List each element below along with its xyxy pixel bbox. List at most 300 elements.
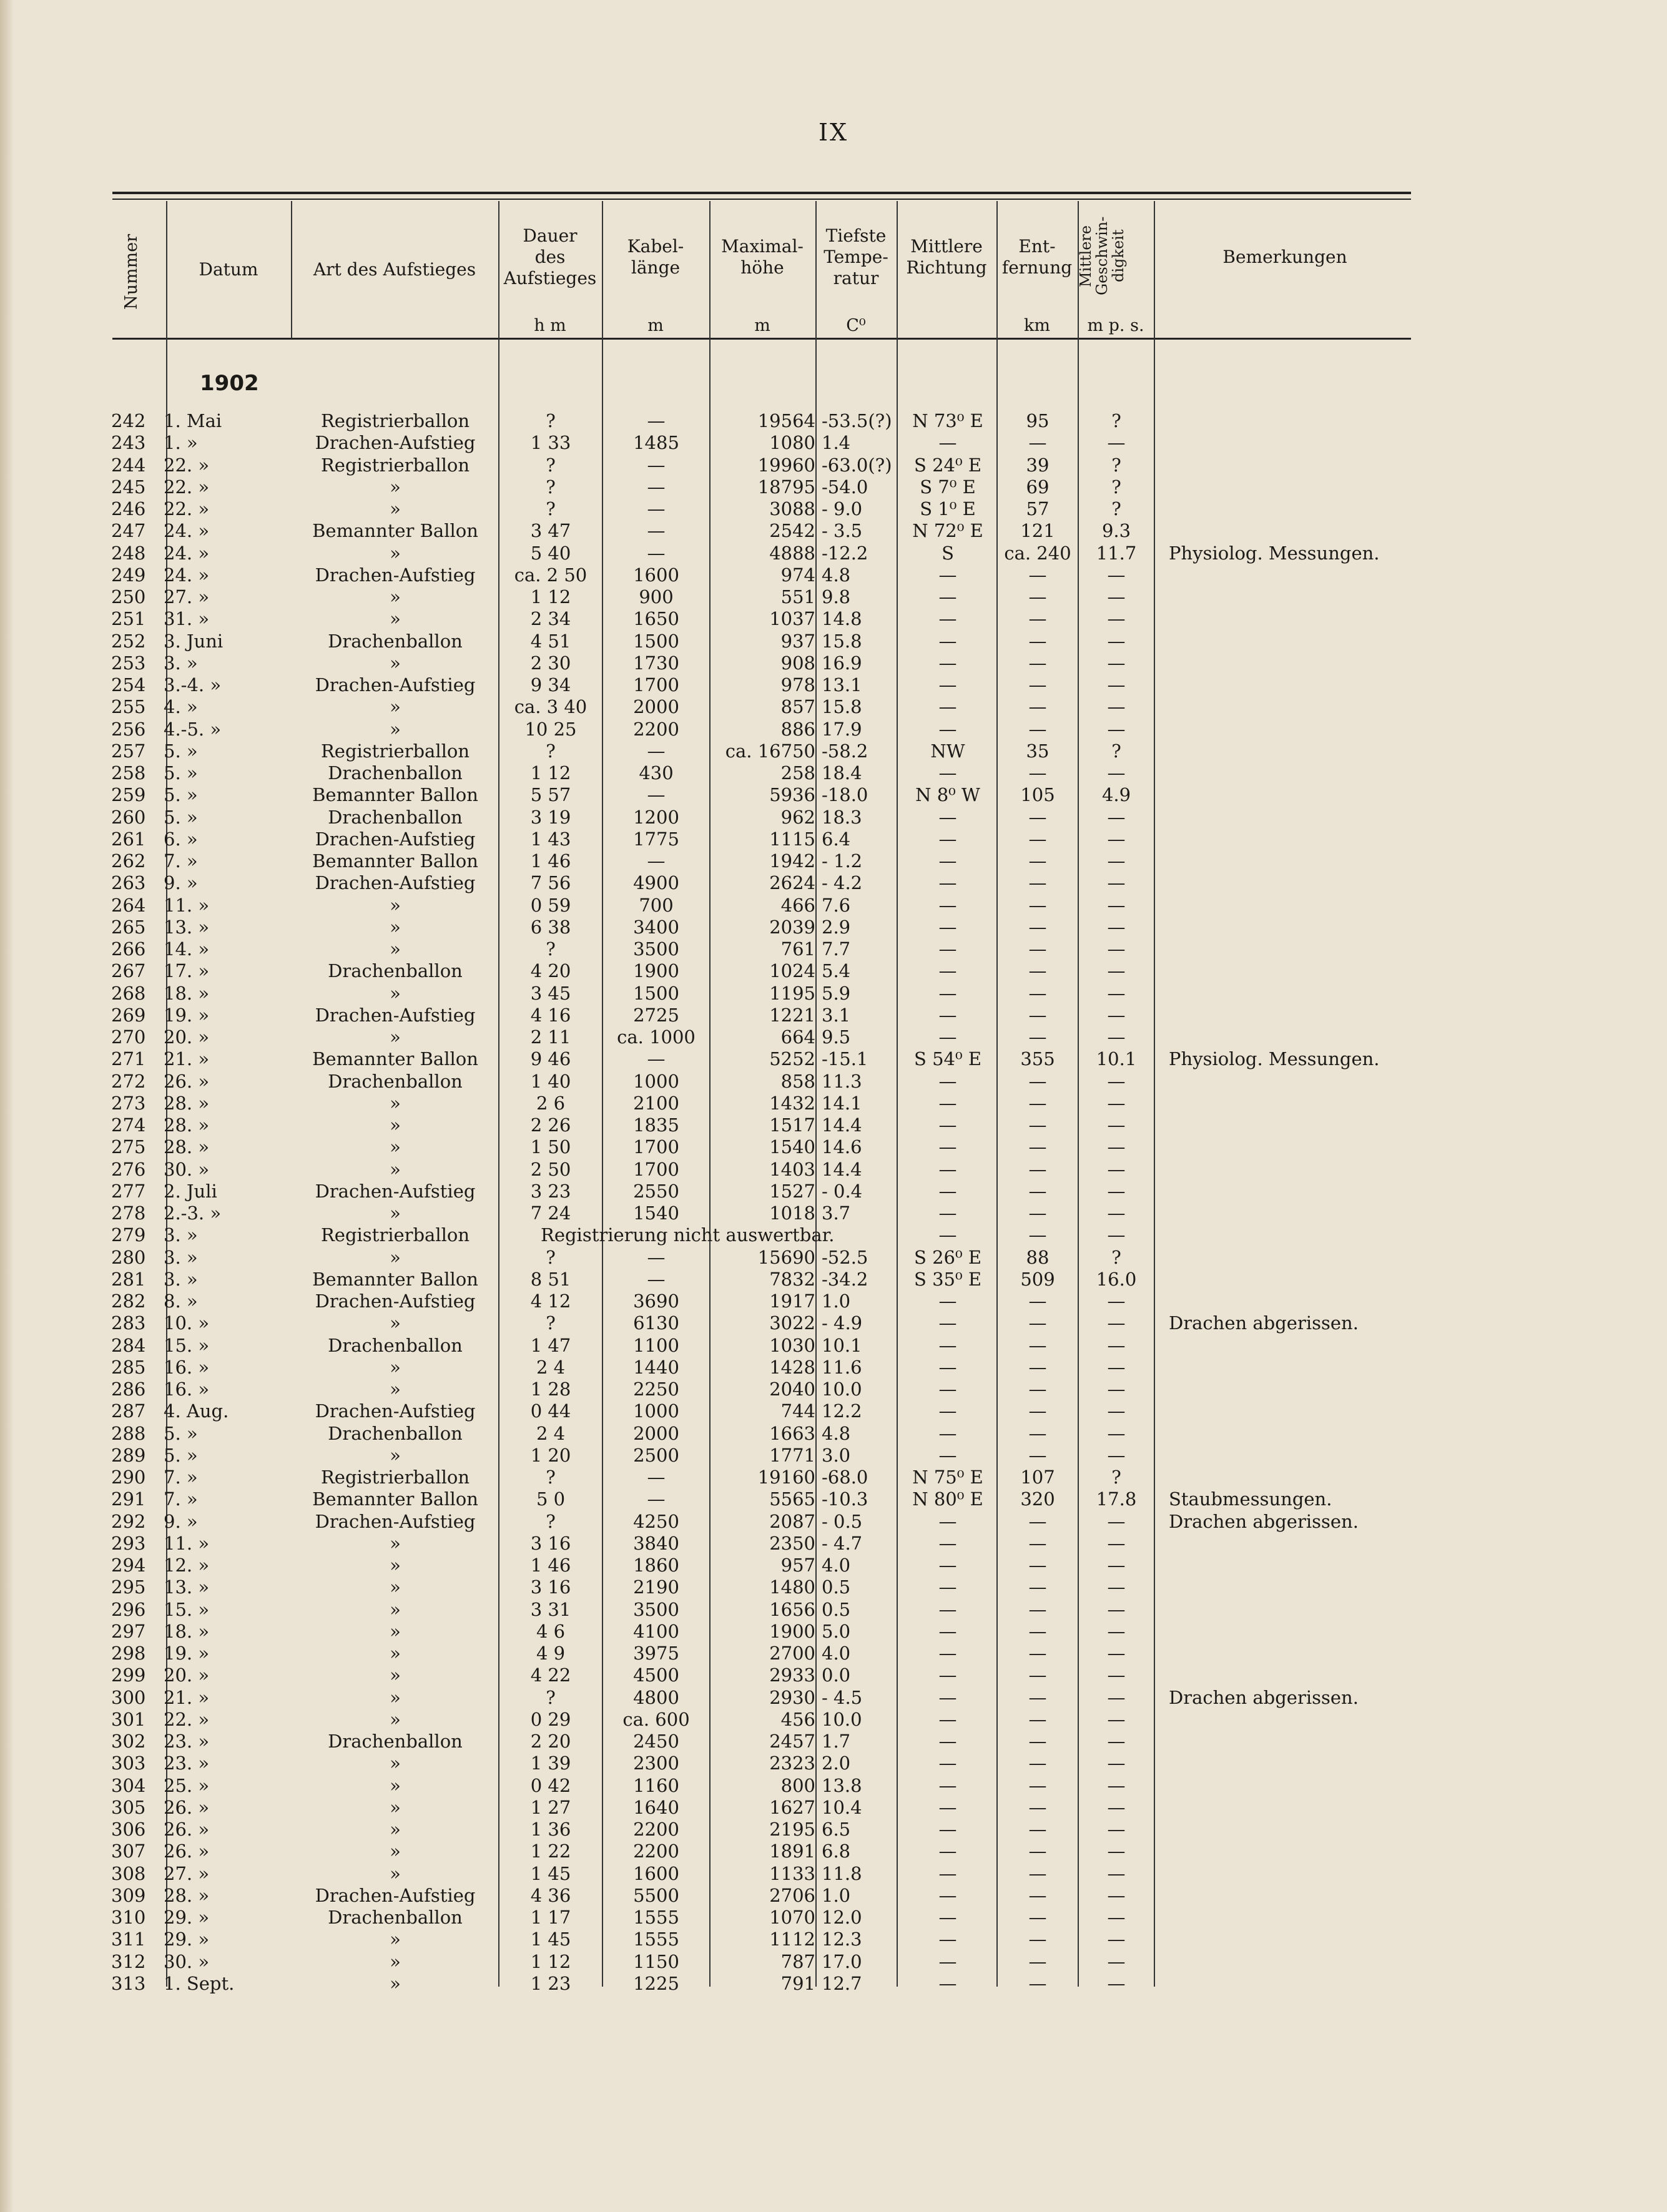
row-direction: —	[938, 1312, 957, 1334]
row-direction: S	[942, 542, 954, 564]
row-direction: —	[938, 850, 957, 872]
row-max-height: 2706	[769, 1884, 815, 1906]
row-remark	[1169, 1620, 1419, 1643]
row-min-temp: -15.1	[822, 1048, 868, 1070]
row-date: 28. »	[164, 1136, 210, 1158]
row-remark	[1169, 1422, 1419, 1445]
row-number: 307	[111, 1841, 146, 1862]
row-speed: —	[1107, 1379, 1126, 1400]
row-ascent-type: Drachen-Aufstieg	[315, 828, 476, 850]
row-max-height: 7832	[769, 1268, 815, 1290]
row-min-temp: 9.8	[822, 586, 851, 607]
table-row	[0, 1114, 1667, 1136]
row-ascent-type: »	[390, 1598, 401, 1620]
table-row	[0, 806, 1667, 828]
row-direction: N 8⁰ W	[915, 784, 980, 806]
row-number: 248	[111, 542, 146, 564]
row-duration: 10 25	[524, 718, 577, 740]
table-row	[0, 1598, 1667, 1621]
row-min-temp: 17.0	[822, 1950, 862, 1972]
row-direction: N 75⁰ E	[912, 1467, 983, 1488]
row-remark	[1169, 1158, 1419, 1181]
row-cable-length: 2200	[633, 1841, 679, 1862]
row-distance: 320	[1020, 1488, 1055, 1510]
row-direction: —	[938, 1070, 957, 1092]
table-row	[0, 1686, 1667, 1709]
row-date: 26. »	[164, 1796, 210, 1818]
row-distance: 107	[1020, 1467, 1055, 1488]
row-ascent-type: Drachenballon	[328, 762, 463, 784]
row-direction: —	[938, 960, 957, 982]
row-speed: —	[1107, 586, 1126, 607]
row-duration: 1 47	[530, 1334, 571, 1356]
table-row	[0, 1290, 1667, 1312]
row-max-height: 3088	[769, 498, 815, 519]
row-direction: —	[938, 1774, 957, 1796]
row-max-height: 1656	[769, 1598, 815, 1620]
row-remark: Drachen abgerissen.	[1169, 1510, 1359, 1532]
row-number: 274	[111, 1114, 146, 1136]
row-ascent-type: Registrierballon	[320, 410, 470, 431]
row-max-height: 2624	[769, 872, 815, 894]
row-number: 299	[111, 1664, 146, 1686]
row-speed: —	[1107, 1224, 1126, 1246]
row-ascent-type: »	[390, 1026, 401, 1048]
row-direction: S 26⁰ E	[914, 1246, 981, 1268]
row-min-temp: 7.7	[822, 938, 851, 960]
table-row	[0, 1532, 1667, 1555]
row-date: 22. »	[164, 476, 210, 498]
row-cable-length: —	[647, 1488, 666, 1510]
table-row	[0, 960, 1667, 982]
row-direction: —	[938, 564, 957, 586]
row-number: 276	[111, 1158, 146, 1180]
row-cable-length: —	[647, 476, 666, 498]
row-speed: ?	[1111, 454, 1121, 476]
row-remark	[1169, 519, 1419, 542]
row-cable-length: 2000	[633, 1422, 679, 1444]
table-row	[0, 1202, 1667, 1224]
row-max-height: 1480	[769, 1576, 815, 1598]
row-remark	[1169, 1598, 1419, 1621]
row-max-height: 2542	[769, 520, 815, 542]
row-distance: —	[1028, 1884, 1047, 1906]
row-distance: —	[1028, 1686, 1047, 1708]
row-duration: 0 42	[530, 1774, 571, 1796]
row-cable-length: 1200	[633, 806, 679, 828]
row-duration: 6 38	[530, 916, 571, 938]
row-speed: ?	[1111, 740, 1121, 762]
row-min-temp: 12.0	[822, 1907, 862, 1928]
row-remark	[1169, 1378, 1419, 1400]
row-direction: —	[938, 1532, 957, 1554]
row-cable-length: 4900	[633, 872, 679, 894]
row-ascent-type: Bemannter Ballon	[312, 520, 478, 542]
row-duration: 1 45	[530, 1929, 571, 1950]
row-speed: —	[1107, 938, 1126, 960]
row-speed: —	[1107, 1796, 1126, 1818]
row-remark	[1169, 1114, 1419, 1136]
row-distance: —	[1028, 586, 1047, 607]
row-remark	[1169, 784, 1419, 806]
row-max-height: 1080	[769, 432, 815, 454]
row-remark	[1169, 1576, 1419, 1598]
row-min-temp: 14.4	[822, 1158, 862, 1180]
row-ascent-type: »	[390, 1312, 401, 1334]
row-remark	[1169, 1334, 1419, 1357]
row-direction: —	[938, 1950, 957, 1972]
row-duration: 5 0	[536, 1488, 566, 1510]
row-direction: —	[938, 1929, 957, 1950]
row-direction: —	[938, 1819, 957, 1840]
row-distance: —	[1028, 674, 1047, 696]
row-min-temp: 3.7	[822, 1202, 851, 1224]
row-number: 281	[111, 1268, 146, 1290]
row-number: 309	[111, 1884, 146, 1906]
row-distance: —	[1028, 762, 1047, 784]
row-ascent-type: »	[390, 1841, 401, 1862]
row-number: 297	[111, 1620, 146, 1642]
row-date: 8. »	[164, 1290, 198, 1312]
table-row	[0, 1092, 1667, 1114]
row-distance: —	[1028, 1731, 1047, 1752]
row-cable-length: 1500	[633, 630, 679, 652]
row-direction: S 35⁰ E	[914, 1268, 981, 1290]
row-max-height: 957	[780, 1555, 815, 1576]
table-row	[0, 674, 1667, 696]
row-number: 296	[111, 1598, 146, 1620]
row-distance: 105	[1020, 784, 1055, 806]
row-cable-length: 2000	[633, 696, 679, 718]
table-row	[0, 1884, 1667, 1907]
row-distance: —	[1028, 1400, 1047, 1422]
row-duration: 1 40	[530, 1070, 571, 1092]
row-cable-length: 1000	[633, 1070, 679, 1092]
row-duration: 0 29	[530, 1708, 571, 1730]
row-cable-length: 3690	[633, 1290, 679, 1312]
row-number: 252	[111, 630, 146, 652]
row-min-temp: 0.0	[822, 1664, 851, 1686]
row-duration: 1 20	[530, 1444, 571, 1466]
row-number: 268	[111, 982, 146, 1004]
table-row	[0, 1356, 1667, 1379]
row-max-height: 908	[780, 652, 815, 674]
table-row	[0, 1840, 1667, 1862]
row-number: 313	[111, 1972, 146, 1994]
row-min-temp: 5.0	[822, 1620, 851, 1642]
row-direction: —	[938, 1290, 957, 1312]
row-cable-length: —	[647, 784, 666, 806]
table-row	[0, 938, 1667, 960]
row-cable-length: 3500	[633, 938, 679, 960]
row-number: 260	[111, 806, 146, 828]
row-date: 15. »	[164, 1334, 210, 1356]
row-min-temp: -18.0	[822, 784, 868, 806]
row-cable-length: 1860	[633, 1555, 679, 1576]
row-remark	[1169, 1224, 1419, 1246]
row-min-temp: - 4.9	[822, 1312, 863, 1334]
row-ascent-type: Bemannter Ballon	[312, 1488, 478, 1510]
row-duration: 9 46	[530, 1048, 571, 1070]
row-max-height: 761	[780, 938, 815, 960]
row-ascent-type: »	[390, 982, 401, 1004]
row-max-height: 3022	[769, 1312, 815, 1334]
row-duration: ?	[546, 1312, 556, 1334]
header-kabel: Kabel- länge	[627, 235, 684, 278]
row-cable-length: 2500	[633, 1444, 679, 1466]
row-speed: —	[1107, 1136, 1126, 1158]
row-ascent-type: Drachen-Aufstieg	[315, 674, 476, 696]
row-min-temp: 2.0	[822, 1752, 851, 1774]
row-distance: —	[1028, 960, 1047, 982]
row-duration: 3 16	[530, 1532, 571, 1554]
row-direction: N 73⁰ E	[912, 410, 983, 431]
row-date: 5. »	[164, 762, 198, 784]
row-min-temp: 12.2	[822, 1400, 862, 1422]
row-ascent-type: »	[390, 1576, 401, 1598]
table-row	[0, 1378, 1667, 1400]
row-direction: —	[938, 674, 957, 696]
row-min-temp: 11.8	[822, 1862, 862, 1884]
row-speed: —	[1107, 1907, 1126, 1928]
row-cable-length: 2200	[633, 1819, 679, 1840]
row-date: 9. »	[164, 872, 198, 894]
row-direction: —	[938, 1356, 957, 1378]
row-min-temp: 5.4	[822, 960, 851, 982]
row-speed: —	[1107, 1114, 1126, 1136]
row-speed: —	[1107, 674, 1126, 696]
row-number: 261	[111, 828, 146, 850]
row-speed: —	[1107, 1643, 1126, 1664]
row-speed: 9.3	[1101, 520, 1131, 542]
row-min-temp: 1.0	[822, 1290, 851, 1312]
row-date: 5. »	[164, 806, 198, 828]
row-distance: —	[1028, 630, 1047, 652]
row-speed: —	[1107, 1026, 1126, 1048]
row-remark	[1169, 696, 1419, 718]
table-row	[0, 1510, 1667, 1533]
row-direction: —	[938, 1841, 957, 1862]
table-row	[0, 630, 1667, 652]
row-max-height: 1900	[769, 1620, 815, 1642]
row-ascent-type: Drachenballon	[328, 1334, 463, 1356]
row-ascent-type: Drachen-Aufstieg	[315, 564, 476, 586]
row-duration: 2 50	[530, 1158, 571, 1180]
row-remark	[1169, 1092, 1419, 1114]
row-distance: —	[1028, 1422, 1047, 1444]
row-ascent-type: »	[390, 1819, 401, 1840]
row-number: 292	[111, 1510, 146, 1532]
row-date: 4.-5. »	[164, 718, 222, 740]
row-remark	[1169, 410, 1419, 432]
row-min-temp: 14.8	[822, 608, 862, 630]
row-distance: —	[1028, 938, 1047, 960]
row-ascent-type: Drachen-Aufstieg	[315, 1290, 476, 1312]
row-remark	[1169, 630, 1419, 652]
row-duration: 4 12	[530, 1290, 571, 1312]
row-number: 244	[111, 454, 146, 476]
row-distance: 35	[1026, 740, 1050, 762]
table-row	[0, 519, 1667, 542]
row-speed: —	[1107, 1929, 1126, 1950]
row-speed: —	[1107, 696, 1126, 718]
table-row	[0, 410, 1667, 432]
row-date: 22. »	[164, 454, 210, 476]
row-date: 3. »	[164, 652, 198, 674]
row-remark	[1169, 828, 1419, 850]
header-richtung: Mittlere Richtung	[906, 235, 987, 278]
row-number: 302	[111, 1731, 146, 1752]
row-distance: —	[1028, 652, 1047, 674]
header-bemerkungen: Bemerkungen	[1222, 246, 1347, 267]
row-distance: —	[1028, 1158, 1047, 1180]
row-distance: —	[1028, 1334, 1047, 1356]
row-speed: —	[1107, 916, 1126, 938]
row-direction: —	[938, 586, 957, 607]
row-date: 25. »	[164, 1774, 210, 1796]
row-cable-length: 1555	[633, 1907, 679, 1928]
row-speed: —	[1107, 1841, 1126, 1862]
row-speed: —	[1107, 850, 1126, 872]
table-row	[0, 1972, 1667, 1995]
row-speed: ?	[1111, 410, 1121, 431]
row-date: 3. Juni	[164, 630, 224, 652]
row-min-temp: 1.4	[822, 432, 851, 454]
row-direction: —	[938, 1158, 957, 1180]
row-speed: —	[1107, 1819, 1126, 1840]
row-cable-length: 5500	[633, 1884, 679, 1906]
row-direction: —	[938, 1796, 957, 1818]
row-cable-length: 1485	[633, 432, 679, 454]
row-max-height: 1917	[769, 1290, 815, 1312]
row-speed: —	[1107, 718, 1126, 740]
row-ascent-type: Registrierballon	[320, 454, 470, 476]
row-duration: ?	[546, 410, 556, 431]
table-row	[0, 1004, 1667, 1026]
row-distance: —	[1028, 1929, 1047, 1950]
row-direction: —	[938, 1972, 957, 1994]
row-remark: Drachen abgerissen.	[1169, 1686, 1359, 1708]
row-min-temp: 14.4	[822, 1114, 862, 1136]
row-max-height: 1112	[769, 1929, 815, 1950]
row-duration: 4 22	[530, 1664, 571, 1686]
row-remark	[1169, 806, 1419, 828]
row-min-temp: - 4.2	[822, 872, 863, 894]
row-remark	[1169, 1070, 1419, 1093]
row-distance: —	[1028, 850, 1047, 872]
row-date: 23. »	[164, 1752, 210, 1774]
row-min-temp: 17.9	[822, 718, 862, 740]
row-cable-length: 1640	[633, 1796, 679, 1818]
row-min-temp: 4.8	[822, 564, 851, 586]
row-cable-length: 1900	[633, 960, 679, 982]
table-row	[0, 1708, 1667, 1731]
row-min-temp: 4.8	[822, 1422, 851, 1444]
row-cable-length: 1700	[633, 1158, 679, 1180]
row-duration: ?	[546, 1246, 556, 1268]
header-nummer: Nummer	[122, 233, 141, 310]
row-distance: —	[1028, 1312, 1047, 1334]
row-date: 21. »	[164, 1048, 210, 1070]
row-direction: —	[938, 1400, 957, 1422]
table-row	[0, 740, 1667, 762]
table-row	[0, 872, 1667, 894]
row-cable-length: 4250	[633, 1510, 679, 1532]
row-date: 7. »	[164, 850, 198, 872]
row-min-temp: 11.3	[822, 1070, 862, 1092]
row-distance: 95	[1026, 410, 1050, 431]
table-row	[0, 1796, 1667, 1819]
row-duration: 4 6	[536, 1620, 566, 1642]
row-speed: —	[1107, 1972, 1126, 1994]
row-max-height: 886	[780, 718, 815, 740]
row-cable-length: ca. 1000	[617, 1026, 696, 1048]
row-speed: —	[1107, 1731, 1126, 1752]
row-distance: —	[1028, 982, 1047, 1004]
header-datum: Datum	[199, 258, 258, 280]
row-duration: 1 22	[530, 1841, 571, 1862]
table-row	[0, 1180, 1667, 1202]
row-remark	[1169, 982, 1419, 1005]
row-ascent-type: »	[390, 1092, 401, 1114]
row-direction: —	[938, 696, 957, 718]
row-duration: 0 44	[530, 1400, 571, 1422]
row-direction: —	[938, 1334, 957, 1356]
table-row	[0, 1620, 1667, 1643]
row-remark	[1169, 1972, 1419, 1995]
row-cable-length: 1225	[633, 1972, 679, 1994]
row-distance: —	[1028, 1532, 1047, 1554]
row-duration: 7 24	[530, 1202, 571, 1224]
row-ascent-type: »	[390, 1158, 401, 1180]
row-direction: —	[938, 432, 957, 454]
row-cable-length: 1600	[633, 1862, 679, 1884]
row-max-height: 2040	[769, 1379, 815, 1400]
row-min-temp: 14.6	[822, 1136, 862, 1158]
row-min-temp: -10.3	[822, 1488, 868, 1510]
table-row	[0, 1070, 1667, 1093]
row-speed: —	[1107, 1180, 1126, 1202]
row-number: 262	[111, 850, 146, 872]
row-number: 294	[111, 1555, 146, 1576]
row-ascent-type: »	[390, 608, 401, 630]
row-max-height: 1018	[769, 1202, 815, 1224]
row-speed: —	[1107, 1444, 1126, 1466]
row-duration: ?	[546, 454, 556, 476]
row-duration: 4 36	[530, 1884, 571, 1906]
row-direction: S 54⁰ E	[914, 1048, 981, 1070]
row-speed: —	[1107, 1312, 1126, 1334]
row-max-height: 1070	[769, 1907, 815, 1928]
row-ascent-type: Drachen-Aufstieg	[315, 1400, 476, 1422]
row-max-height: 787	[780, 1950, 815, 1972]
row-cable-length: —	[647, 410, 666, 431]
row-number: 303	[111, 1752, 146, 1774]
row-number: 265	[111, 916, 146, 938]
row-duration: 2 26	[530, 1114, 571, 1136]
table-row	[0, 607, 1667, 630]
row-distance: —	[1028, 718, 1047, 740]
row-speed: —	[1107, 1950, 1126, 1972]
row-min-temp: 7.6	[822, 894, 851, 916]
row-date: 24. »	[164, 542, 210, 564]
row-max-height: 1037	[769, 608, 815, 630]
row-speed: —	[1107, 762, 1126, 784]
row-cable-length: 1600	[633, 564, 679, 586]
row-max-height: 978	[780, 674, 815, 696]
row-date: 19. »	[164, 1643, 210, 1664]
row-max-height: 2457	[769, 1731, 815, 1752]
